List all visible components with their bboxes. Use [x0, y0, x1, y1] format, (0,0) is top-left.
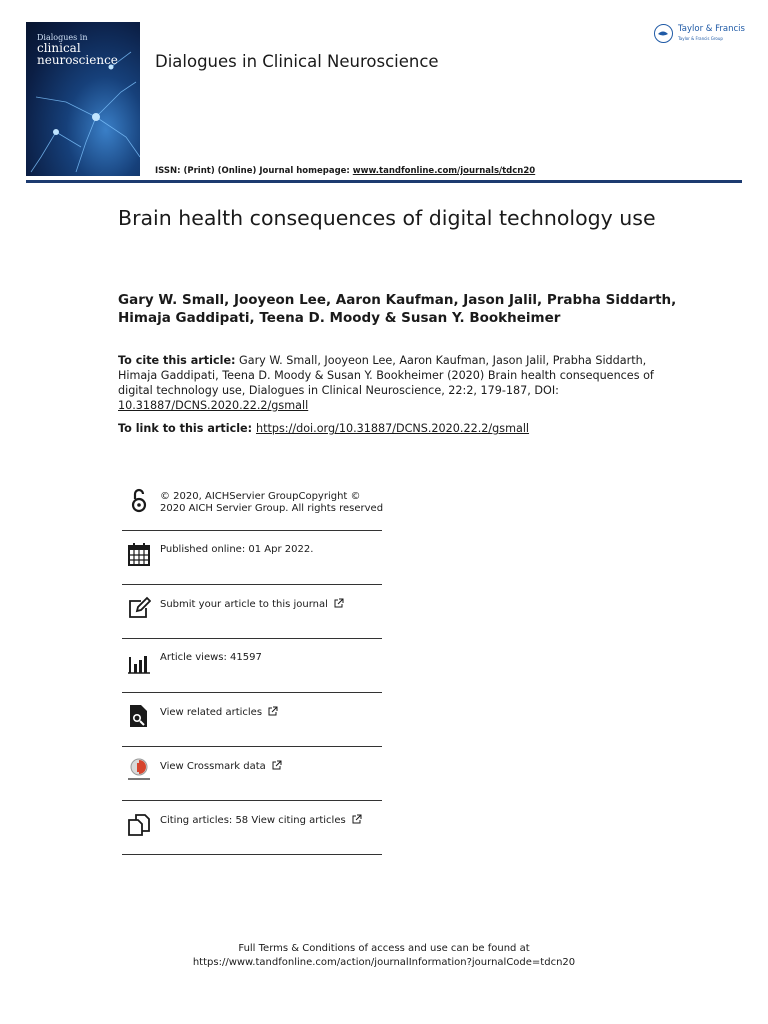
publisher-logo-icon [654, 24, 673, 43]
cite-text: Gary W. Small, Jooyeon Lee, Aaron Kaufman, Jason Jalil, Prabha Siddarth, Himaja Gaddipati, Teena D. Moody & Susan Y. Bookheimer (2020) Brain health consequences of digital technology use, Dialogues in Clinical Neuroscience, 22:2, 179-187, DOI: [118, 354, 654, 397]
journal-cover-image [26, 22, 140, 176]
cover-title-line1: Dialogues in [37, 33, 88, 42]
publisher-group: Taylor & Francis Group [678, 36, 723, 41]
external-link-icon [334, 598, 344, 608]
copyright-text: © 2020, AICHServier GroupCopyright © 2020 AICH Servier Group. All rights reserved [160, 491, 384, 514]
terms-footer-link[interactable]: https://www.tandfonline.com/action/journalInformation?journalCode=tdcn20 [192, 957, 576, 968]
calendar-icon [127, 541, 151, 567]
issn-line [155, 166, 535, 176]
info-row-related[interactable] [122, 693, 382, 747]
info-row-published [122, 531, 382, 585]
publisher-logo[interactable] [654, 22, 746, 48]
crossmark-icon [127, 757, 151, 783]
article-authors: Gary W. Small, Jooyeon Lee, Aaron Kaufman, Jason Jalil, Prabha Siddarth, Himaja Gaddipati, Teena D. Moody & Susan Y. Bookheimer [118, 292, 677, 326]
cite-doi-link[interactable]: 10.31887/DCNS.2020.22.2/gsmall [118, 399, 309, 412]
terms-footer-line1: Full Terms & Conditions of access and use can be found at [238, 943, 530, 954]
edit-icon [127, 595, 151, 621]
cite-label: To cite this article: [118, 354, 236, 367]
search-document-icon [127, 703, 151, 729]
link-label: To link to this article: [118, 422, 256, 435]
bar-chart-icon [127, 649, 151, 675]
citation-block [118, 353, 658, 413]
external-link-icon [352, 814, 362, 824]
journal-homepage-link[interactable]: www.tandfonline.com/journals/tdcn20 [352, 166, 536, 176]
article-link-line [118, 422, 529, 435]
published-date: Published online: 01 Apr 2022. [160, 544, 314, 555]
submit-article-link[interactable]: Submit your article to this journal [160, 598, 344, 611]
article-views: Article views: 41597 [160, 652, 262, 663]
external-link-icon [268, 706, 278, 716]
info-row-submit[interactable] [122, 585, 382, 639]
open-access-icon [127, 488, 151, 514]
info-row-copyright [122, 478, 382, 531]
info-row-crossmark[interactable] [122, 747, 382, 801]
header-divider [26, 180, 742, 183]
related-articles-link[interactable]: View related articles [160, 706, 278, 719]
info-row-citing[interactable] [122, 801, 382, 855]
journal-title: Dialogues in Clinical Neuroscience [155, 52, 439, 71]
citing-articles-link[interactable]: Citing articles: 58 View citing articles [160, 814, 362, 827]
terms-footer [0, 942, 768, 970]
article-info-list [122, 478, 382, 855]
article-doi-link[interactable]: https://doi.org/10.31887/DCNS.2020.22.2/gsmall [256, 422, 530, 435]
issn-label: ISSN: (Print) (Online) Journal homepage: [155, 166, 353, 176]
article-title: Brain health consequences of digital technology use [118, 206, 656, 230]
publisher-name: Taylor & Francis [678, 24, 745, 34]
external-link-icon [272, 760, 282, 770]
citing-articles-icon [127, 811, 151, 837]
cover-title-main: clinical neuroscience [37, 41, 118, 67]
info-row-views [122, 639, 382, 693]
crossmark-link[interactable]: View Crossmark data [160, 760, 282, 773]
